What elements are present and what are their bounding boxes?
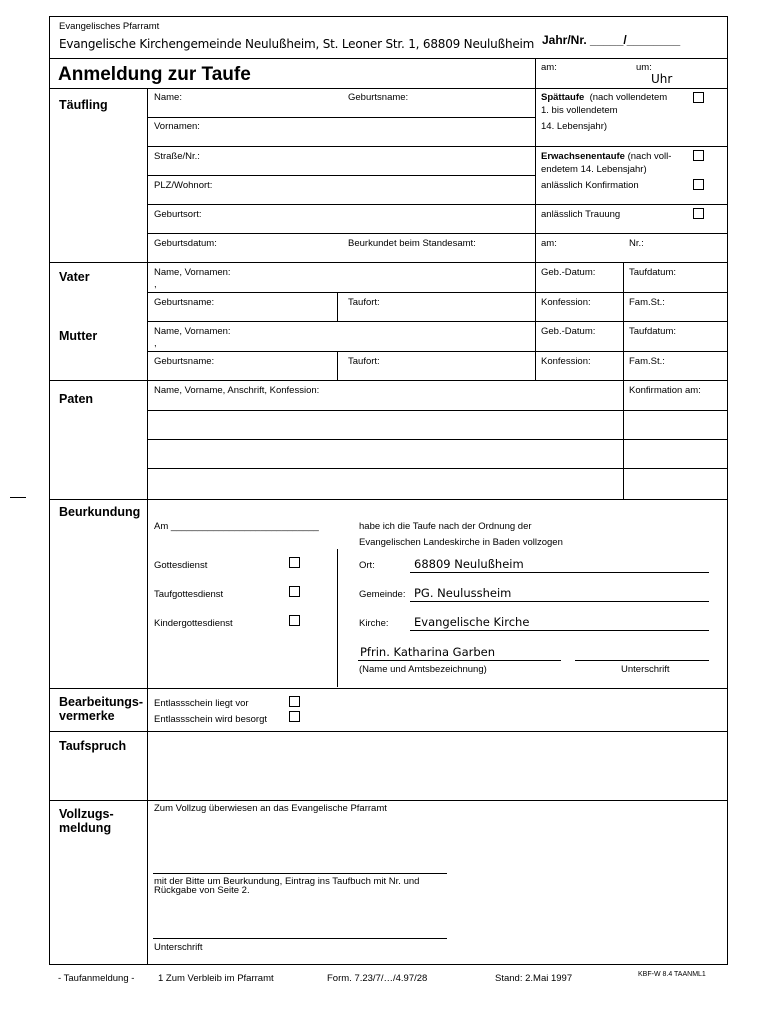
vollzug-unterschrift: Unterschrift <box>154 942 203 953</box>
spaettaufe-line2: 1. bis vollendetem <box>541 105 618 116</box>
section-bearbeitung-1: Bearbeitungs- <box>59 695 144 709</box>
name-field[interactable]: Name: <box>154 92 182 103</box>
unterschrift-caption: Unterschrift <box>621 664 670 675</box>
taufspruch-field[interactable] <box>148 732 727 800</box>
divider <box>49 688 728 689</box>
divider <box>49 58 728 59</box>
section-vollzug-2: meldung <box>59 821 112 835</box>
parish-address: Evangelische Kirchengemeinde Neulußheim, St. Leoner Str. 1, 68809 Neulußheim <box>59 37 535 51</box>
date-am-label: am: <box>541 62 557 73</box>
label-column-line <box>147 88 148 965</box>
vollzug-bitte-2: Rückgabe von Seite 2. <box>154 885 250 896</box>
entlassschein-besorgt[interactable]: Entlassschein wird besorgt <box>154 714 267 725</box>
trauung-option[interactable]: anlässlich Trauung <box>541 209 621 220</box>
divider <box>49 800 728 801</box>
vater-gebdatum-field[interactable]: Geb.-Datum: <box>541 267 596 278</box>
divider <box>49 380 728 381</box>
erwachsenentaufe-bold: Erwachsenentaufe <box>541 151 625 162</box>
vater-name-field[interactable]: Name, Vornamen: <box>154 267 231 278</box>
paten-row-line <box>147 439 728 440</box>
spaettaufe-option[interactable] <box>541 92 667 103</box>
kirche-underline <box>410 630 709 631</box>
konfirmation-checkbox[interactable] <box>693 179 704 190</box>
kirche-label: Kirche: <box>359 618 389 629</box>
spaettaufe-rest: (nach vollendetem <box>589 92 668 103</box>
footer-title: - Taufanmeldung - <box>58 973 135 984</box>
section-taufspruch: Taufspruch <box>59 739 127 753</box>
paten-row-line <box>147 410 728 411</box>
section-vollzug-1: Vollzugs- <box>59 807 114 821</box>
footer-code: KBF-W 8.4 TAANML1 <box>638 971 706 978</box>
time-um-label: um: <box>636 62 652 73</box>
section-taeufling: Täufling <box>59 98 108 112</box>
geburtsname-field[interactable]: Geburtsname: <box>348 92 409 103</box>
kirche-value[interactable]: Evangelische Kirche <box>414 615 530 629</box>
standesamt-am-field[interactable]: am: <box>541 238 557 249</box>
jahr-nr-field[interactable]: Jahr/Nr. _____/________ <box>542 33 681 47</box>
standesamt-nr-field[interactable]: Nr.: <box>629 238 644 249</box>
beurkundung-text2: Evangelischen Landeskirche in Baden vollzogen <box>359 537 563 548</box>
liegt-vor-checkbox[interactable] <box>289 696 300 707</box>
time-uhr-label: Uhr <box>651 72 673 86</box>
gemeinde-value[interactable]: PG. Neulussheim <box>414 586 512 600</box>
ort-underline <box>410 572 709 573</box>
spaettaufe-bold: Spättaufe <box>541 92 585 103</box>
paten-header: Name, Vorname, Anschrift, Konfession: <box>154 385 320 396</box>
divider <box>147 175 535 176</box>
paten-konfirmation-header: Konfirmation am: <box>629 385 701 396</box>
gemeinde-label: Gemeinde: <box>359 589 406 600</box>
geburtsdatum-field[interactable]: Geburtsdatum: <box>154 238 217 249</box>
mutter-konfession-field[interactable]: Konfession: <box>541 356 591 367</box>
trauung-checkbox[interactable] <box>693 208 704 219</box>
vater-taufdatum-field[interactable]: Taufdatum: <box>629 267 676 278</box>
pfarramt-underline <box>153 873 447 874</box>
vater-konfession-field[interactable]: Konfession: <box>541 297 591 308</box>
margin-mark <box>10 497 26 498</box>
section-vater: Vater <box>59 270 90 284</box>
mutter-geburtsname-field[interactable]: Geburtsname: <box>154 356 215 367</box>
divider <box>147 321 728 322</box>
paten-row-line <box>147 468 728 469</box>
erwachsenentaufe-line2: endetem 14. Lebensjahr) <box>541 164 647 175</box>
erwachsenentaufe-checkbox[interactable] <box>693 150 704 161</box>
divider <box>147 204 728 205</box>
name-underline <box>358 660 561 661</box>
footer-verbleib: 1 Zum Verbleib im Pfarramt <box>158 973 274 984</box>
besorgt-checkbox[interactable] <box>289 711 300 722</box>
strasse-field[interactable]: Straße/Nr.: <box>154 151 200 162</box>
taufgottesdienst-option[interactable]: Taufgottesdienst <box>154 589 224 600</box>
vornamen-field[interactable]: Vornamen: <box>154 121 200 132</box>
divider <box>49 262 728 263</box>
divider <box>147 146 728 147</box>
section-paten: Paten <box>59 392 94 406</box>
ort-label: Ort: <box>359 560 375 571</box>
mutter-famst-field[interactable]: Fam.St.: <box>629 356 665 367</box>
konfirmation-option[interactable]: anlässlich Konfirmation <box>541 180 639 191</box>
vollzug-text: Zum Vollzug überwiesen an das Evangelische Pfarramt <box>154 803 387 814</box>
divider <box>147 292 728 293</box>
divider <box>147 117 535 118</box>
spaettaufe-line3: 14. Lebensjahr) <box>541 121 608 132</box>
office-label: Evangelisches Pfarramt <box>59 21 160 32</box>
kindergottesdienst-option[interactable]: Kindergottesdienst <box>154 618 233 629</box>
footer-stand: Stand: 2.Mai 1997 <box>495 973 573 984</box>
ort-value[interactable]: 68809 Neulußheim <box>414 557 524 571</box>
mutter-name-field[interactable]: Name, Vornamen: <box>154 326 231 337</box>
name-amt-caption: (Name und Amtsbezeichnung) <box>359 664 487 675</box>
gemeinde-underline <box>410 601 709 602</box>
mutter-taufort-field[interactable]: Taufort: <box>348 356 380 367</box>
spaettaufe-checkbox[interactable] <box>693 92 704 103</box>
mutter-gebdatum-field[interactable]: Geb.-Datum: <box>541 326 596 337</box>
vater-name-comma: , <box>154 279 157 290</box>
entlassschein-liegt-vor[interactable]: Entlassschein liegt vor <box>154 698 249 709</box>
erwachsenentaufe-rest: (nach voll- <box>627 151 672 162</box>
vollzug-signature-line <box>153 938 447 939</box>
page-title: Anmeldung zur Taufe <box>58 64 251 85</box>
gottesdienst-checkbox[interactable] <box>289 557 300 568</box>
section-beurkundung: Beurkundung <box>59 505 141 519</box>
divider <box>535 58 536 268</box>
taufgottesdienst-checkbox[interactable] <box>289 586 300 597</box>
vater-famst-field[interactable]: Fam.St.: <box>629 297 665 308</box>
beurkundung-text1: habe ich die Taufe nach der Ordnung der <box>359 521 532 532</box>
geburtsort-field[interactable]: Geburtsort: <box>154 209 202 220</box>
mutter-name-comma: , <box>154 338 157 349</box>
plz-field[interactable]: PLZ/Wohnort: <box>154 180 213 191</box>
beurkundung-am-field[interactable]: Am ____________________________ <box>154 521 319 532</box>
pfarrerin-name[interactable]: Pfrin. Katharina Garben <box>360 645 496 659</box>
beurkundet-field[interactable]: Beurkundet beim Standesamt: <box>348 238 476 249</box>
divider <box>49 88 728 89</box>
divider <box>337 549 338 687</box>
mutter-taufdatum-field[interactable]: Taufdatum: <box>629 326 676 337</box>
divider <box>337 292 338 321</box>
kindergottesdienst-checkbox[interactable] <box>289 615 300 626</box>
divider <box>337 351 338 380</box>
vollzug-bitte-1: mit der Bitte um Beurkundung, Eintrag ins Taufbuch mit Nr. und <box>154 876 420 887</box>
signature-underline <box>575 660 709 661</box>
gottesdienst-option[interactable]: Gottesdienst <box>154 560 208 571</box>
divider <box>147 233 728 234</box>
vater-geburtsname-field[interactable]: Geburtsname: <box>154 297 215 308</box>
erwachsenentaufe-option[interactable] <box>541 151 671 162</box>
divider <box>147 351 728 352</box>
footer-form-number: Form. 7.23/7/…/4.97/28 <box>327 973 428 984</box>
divider <box>49 499 728 500</box>
section-bearbeitung-2: vermerke <box>59 709 115 723</box>
vater-taufort-field[interactable]: Taufort: <box>348 297 380 308</box>
section-mutter: Mutter <box>59 329 98 343</box>
